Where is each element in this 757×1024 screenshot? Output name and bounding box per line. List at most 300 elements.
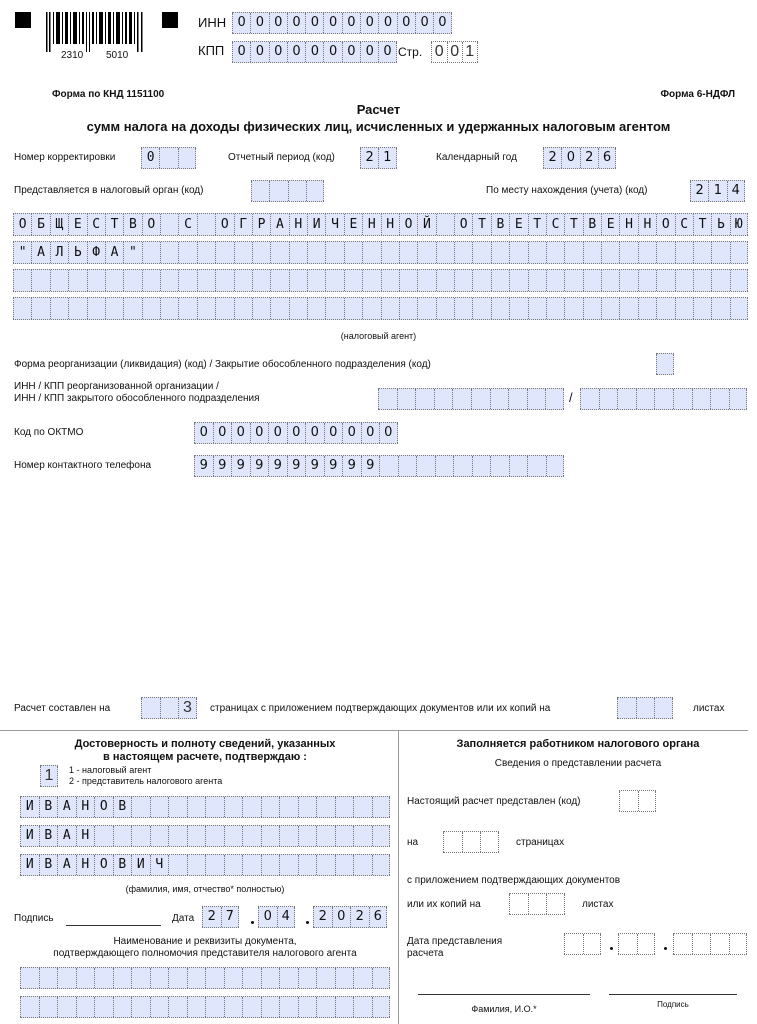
char-cell — [234, 298, 252, 319]
char-cell — [307, 298, 325, 319]
char-cell — [362, 242, 380, 263]
section-divider — [0, 730, 748, 731]
char-cell — [131, 968, 150, 988]
char-cell — [675, 298, 693, 319]
char-cell — [187, 826, 206, 846]
char-cell — [583, 298, 601, 319]
char-cell — [123, 298, 141, 319]
char-cell: 9 — [250, 456, 269, 476]
char-cell: Н — [362, 214, 380, 235]
date-day-field[interactable] — [202, 906, 239, 928]
pages-label-after: листах — [693, 703, 725, 714]
char-cell: 0 — [397, 13, 415, 33]
period-label: Отчетный период (код) — [228, 152, 335, 163]
doc-row-2[interactable] — [20, 996, 390, 1018]
char-cell — [729, 934, 748, 954]
char-cell — [344, 242, 362, 263]
char-cell: 0 — [250, 42, 268, 62]
char-cell — [362, 270, 380, 291]
submission-date-label-1: Дата представления — [407, 936, 503, 947]
char-cell — [234, 242, 252, 263]
char-cell: В — [123, 214, 141, 235]
char-cell — [399, 242, 417, 263]
char-cell — [142, 270, 160, 291]
char-cell: 0 — [360, 13, 378, 33]
phone-field[interactable] — [194, 455, 564, 477]
char-cell — [335, 826, 354, 846]
knd-code: Форма по КНД 1151100 — [52, 89, 165, 100]
char-cell: 1 — [462, 42, 478, 62]
pages-count-field[interactable] — [141, 697, 197, 719]
sign-caption: Подпись — [657, 1000, 689, 1009]
char-cell — [617, 389, 636, 409]
char-cell — [491, 270, 509, 291]
char-cell — [57, 997, 76, 1017]
char-cell — [279, 826, 298, 846]
char-cell — [13, 270, 31, 291]
doc-title-1: Наименование и реквизиты документа, — [113, 936, 297, 947]
char-cell — [76, 968, 95, 988]
char-cell — [288, 181, 306, 201]
char-cell — [436, 242, 454, 263]
char-cell: 9 — [342, 456, 361, 476]
char-cell — [472, 270, 490, 291]
char-cell — [87, 270, 105, 291]
char-cell — [434, 389, 453, 409]
char-cell: 2 — [313, 907, 332, 927]
agent-caption: (налоговый агент) — [340, 331, 417, 341]
char-cell — [730, 242, 748, 263]
char-cell — [617, 698, 636, 718]
char-cell: А — [57, 797, 76, 817]
char-cell — [187, 997, 206, 1017]
char-cell — [279, 997, 298, 1017]
char-cell — [397, 389, 416, 409]
char-cell — [113, 997, 132, 1017]
char-cell: 0 — [269, 42, 287, 62]
date-year-field[interactable] — [313, 906, 387, 928]
signature-label: Подпись — [14, 913, 54, 924]
char-cell: С — [546, 214, 564, 235]
char-cell — [729, 389, 748, 409]
char-cell — [187, 968, 206, 988]
char-cell: 0 — [141, 148, 159, 168]
page-label: Стр. — [398, 45, 423, 59]
char-cell — [675, 242, 693, 263]
char-cell — [381, 242, 399, 263]
char-cell — [224, 968, 243, 988]
char-cell — [307, 270, 325, 291]
char-cell: Б — [31, 214, 49, 235]
pages-label-middle: страницах с приложением подтверждающих документов или их копий на — [210, 703, 551, 714]
char-cell — [178, 242, 196, 263]
tax-office-title: Заполняется работником налогового органа — [456, 738, 700, 750]
char-cell — [546, 894, 565, 914]
char-cell: 4 — [727, 181, 745, 201]
char-cell — [335, 968, 354, 988]
signature-line[interactable] — [66, 925, 161, 926]
char-cell: Н — [76, 826, 95, 846]
fio-caption: Фамилия, И.О.* — [471, 1004, 537, 1014]
char-cell — [638, 298, 656, 319]
char-cell: 1 — [378, 148, 396, 168]
char-cell: Е — [509, 214, 527, 235]
char-cell — [13, 298, 31, 319]
char-cell — [583, 934, 602, 954]
inn-field[interactable] — [232, 12, 452, 34]
char-cell: 0 — [269, 13, 287, 33]
char-cell — [68, 270, 86, 291]
char-cell — [399, 298, 417, 319]
char-cell — [353, 968, 372, 988]
confirm-title-1: Достоверность и полноту сведений, указанных — [74, 738, 336, 750]
char-cell: Ь — [711, 214, 729, 235]
char-cell: 2 — [580, 148, 598, 168]
char-cell — [141, 698, 160, 718]
char-cell — [160, 698, 179, 718]
char-cell — [335, 797, 354, 817]
char-cell — [252, 242, 270, 263]
char-cell: В — [113, 797, 132, 817]
char-cell — [252, 270, 270, 291]
tax-sheets-field[interactable] — [509, 893, 565, 915]
char-cell: 0 — [378, 13, 396, 33]
reorg-kpp-field[interactable] — [580, 388, 747, 410]
period-field[interactable] — [360, 147, 397, 169]
char-cell — [242, 855, 261, 875]
char-cell — [509, 894, 528, 914]
page-number-field[interactable] — [431, 41, 478, 63]
char-cell — [316, 997, 335, 1017]
submitted-code-field[interactable] — [619, 790, 656, 812]
char-cell — [178, 148, 196, 168]
char-cell — [580, 389, 599, 409]
char-cell — [316, 855, 335, 875]
reorg-slash: / — [569, 390, 573, 405]
char-cell — [197, 270, 215, 291]
char-cell — [252, 298, 270, 319]
char-cell — [353, 855, 372, 875]
char-cell: 0 — [323, 42, 341, 62]
char-cell — [692, 389, 711, 409]
char-cell: 0 — [232, 42, 250, 62]
correction-field[interactable] — [141, 147, 196, 169]
char-cell — [178, 270, 196, 291]
char-cell — [372, 797, 391, 817]
char-cell: Р — [252, 214, 270, 235]
char-cell — [168, 968, 187, 988]
char-cell — [528, 270, 546, 291]
barcode-number-right: 5010 — [106, 50, 129, 61]
char-cell — [509, 456, 528, 476]
char-cell — [142, 242, 160, 263]
char-cell — [711, 270, 729, 291]
char-cell — [224, 826, 243, 846]
char-cell — [417, 242, 435, 263]
confirm-option-2: 2 - представитель налогового агента — [69, 776, 223, 786]
char-cell: Е — [344, 214, 362, 235]
submission-date-label-2: расчета — [407, 948, 444, 959]
char-cell — [601, 242, 619, 263]
char-cell: Н — [289, 214, 307, 235]
corner-marker-left — [15, 12, 31, 28]
agent-name-row-1[interactable] — [13, 213, 748, 236]
char-cell — [436, 214, 454, 235]
char-cell — [415, 389, 434, 409]
char-cell — [142, 298, 160, 319]
char-cell: Н — [76, 797, 95, 817]
tax-pages-field[interactable] — [443, 831, 499, 853]
char-cell — [636, 389, 655, 409]
attach-label-1: с приложением подтверждающих документов — [407, 875, 621, 886]
char-cell — [269, 181, 287, 201]
char-cell — [490, 389, 509, 409]
char-cell — [583, 242, 601, 263]
char-cell: И — [20, 855, 39, 875]
char-cell — [205, 997, 224, 1017]
char-cell — [242, 826, 261, 846]
char-cell — [528, 894, 547, 914]
char-cell: Ч — [150, 855, 169, 875]
char-cell — [435, 456, 454, 476]
char-cell — [527, 456, 546, 476]
char-cell — [528, 298, 546, 319]
char-cell — [509, 270, 527, 291]
doc-row-1[interactable] — [20, 967, 390, 989]
date-label: Дата — [172, 913, 195, 924]
submission-date-separator-1 — [610, 947, 613, 950]
char-cell — [619, 791, 638, 811]
char-cell — [31, 298, 49, 319]
char-cell — [160, 214, 178, 235]
char-cell — [480, 832, 499, 852]
char-cell: В — [39, 855, 58, 875]
submission-year-field[interactable] — [673, 933, 747, 955]
char-cell — [168, 797, 187, 817]
reorg-field[interactable] — [656, 353, 674, 375]
char-cell — [270, 242, 288, 263]
tax-office-field[interactable] — [251, 180, 324, 202]
year-field[interactable] — [543, 147, 616, 169]
char-cell: В — [113, 855, 132, 875]
char-cell — [316, 826, 335, 846]
date-separator-1 — [251, 921, 254, 924]
phone-label: Номер контактного телефона — [14, 460, 152, 471]
fio-line[interactable] — [418, 994, 590, 995]
char-cell — [205, 855, 224, 875]
char-cell — [491, 298, 509, 319]
agent-name-row-4[interactable] — [13, 297, 748, 320]
char-cell — [113, 968, 132, 988]
char-cell — [150, 968, 169, 988]
char-cell — [564, 242, 582, 263]
char-cell — [509, 298, 527, 319]
char-cell: 0 — [332, 907, 351, 927]
kpp-field[interactable] — [232, 41, 397, 63]
char-cell: 1 — [40, 766, 58, 786]
char-cell: 0 — [194, 423, 213, 443]
char-cell — [215, 242, 233, 263]
char-cell — [205, 797, 224, 817]
confirm-title-2: в настоящем расчете, подтверждаю : — [103, 751, 307, 763]
year-label: Календарный год — [436, 152, 517, 163]
oktmo-label: Код по ОКТМО — [14, 427, 84, 438]
char-cell: О — [13, 214, 31, 235]
char-cell: 0 — [561, 148, 579, 168]
char-cell: 0 — [342, 423, 361, 443]
char-cell — [545, 389, 564, 409]
char-cell — [168, 855, 187, 875]
char-cell — [224, 797, 243, 817]
char-cell — [353, 826, 372, 846]
char-cell — [656, 298, 674, 319]
char-cell — [261, 997, 280, 1017]
char-cell — [160, 242, 178, 263]
char-cell: 9 — [194, 456, 213, 476]
char-cell — [279, 855, 298, 875]
char-cell — [168, 997, 187, 1017]
char-cell — [242, 997, 261, 1017]
char-cell — [344, 298, 362, 319]
char-cell: Н — [381, 214, 399, 235]
char-cell — [546, 270, 564, 291]
char-cell: Ф — [87, 242, 105, 263]
char-cell — [443, 832, 462, 852]
char-cell — [372, 855, 391, 875]
char-cell: А — [57, 855, 76, 875]
sheets-count-field[interactable] — [617, 697, 673, 719]
char-cell — [131, 826, 150, 846]
char-cell — [599, 389, 618, 409]
char-cell: В — [583, 214, 601, 235]
char-cell: 2 — [690, 181, 708, 201]
char-cell — [279, 968, 298, 988]
char-cell — [546, 456, 565, 476]
char-cell: 9 — [324, 456, 343, 476]
char-cell: 9 — [268, 456, 287, 476]
char-cell: 3 — [178, 698, 197, 718]
char-cell — [399, 270, 417, 291]
char-cell — [509, 242, 527, 263]
char-cell — [325, 298, 343, 319]
char-cell — [150, 997, 169, 1017]
char-cell — [205, 968, 224, 988]
char-cell: Е — [601, 214, 619, 235]
char-cell — [261, 968, 280, 988]
char-cell: 0 — [305, 42, 323, 62]
submission-day-field[interactable] — [564, 933, 601, 955]
char-cell — [353, 797, 372, 817]
char-cell — [711, 298, 729, 319]
char-cell: Е — [68, 214, 86, 235]
char-cell — [316, 968, 335, 988]
char-cell: 9 — [213, 456, 232, 476]
char-cell — [251, 181, 269, 201]
char-cell: 0 — [415, 13, 433, 33]
on-label: на — [407, 837, 419, 848]
attach-label-2: или их копий на — [407, 899, 481, 910]
char-cell: 9 — [305, 456, 324, 476]
char-cell: 0 — [258, 907, 277, 927]
char-cell: С — [178, 214, 196, 235]
char-cell — [159, 148, 177, 168]
char-cell — [123, 270, 141, 291]
agent-name-row-3[interactable] — [13, 269, 748, 292]
reorg-inn-field[interactable] — [378, 388, 564, 410]
barcode-number-left: 2310 — [61, 50, 84, 61]
char-cell — [491, 242, 509, 263]
char-cell: 0 — [287, 423, 306, 443]
char-cell: О — [454, 214, 472, 235]
char-cell — [94, 997, 113, 1017]
char-cell — [381, 270, 399, 291]
tax-pages-label: страницах — [516, 837, 565, 848]
char-cell — [298, 997, 317, 1017]
agent-name-row-2[interactable] — [13, 241, 748, 264]
char-cell — [279, 797, 298, 817]
char-cell — [215, 270, 233, 291]
char-cell — [353, 997, 372, 1017]
tax-office-label: Представляется в налоговый орган (код) — [14, 185, 204, 196]
char-cell: 1 — [708, 181, 726, 201]
char-cell — [675, 270, 693, 291]
char-cell: И — [307, 214, 325, 235]
date-month-field[interactable] — [258, 906, 295, 928]
char-cell — [113, 826, 132, 846]
char-cell — [692, 934, 711, 954]
char-cell — [224, 997, 243, 1017]
oktmo-field[interactable] — [194, 422, 398, 444]
char-cell — [693, 298, 711, 319]
corner-marker-right — [162, 12, 178, 28]
char-cell — [298, 968, 317, 988]
char-cell — [197, 298, 215, 319]
location-field[interactable] — [690, 180, 745, 202]
char-cell — [242, 797, 261, 817]
correction-label: Номер корректировки — [14, 152, 116, 163]
char-cell: Ь — [68, 242, 86, 263]
char-cell — [289, 242, 307, 263]
char-cell: 0 — [447, 42, 463, 62]
char-cell — [325, 270, 343, 291]
char-cell: 0 — [324, 423, 343, 443]
char-cell — [261, 855, 280, 875]
char-cell — [39, 968, 58, 988]
char-cell — [453, 456, 472, 476]
char-cell — [372, 968, 391, 988]
confirm-type-field[interactable] — [40, 765, 58, 787]
patronymic-field[interactable] — [20, 854, 390, 876]
char-cell: 0 — [378, 42, 396, 62]
char-cell: 9 — [231, 456, 250, 476]
char-cell — [68, 298, 86, 319]
char-cell — [187, 797, 206, 817]
kpp-label: КПП — [198, 43, 225, 58]
submission-date-separator-2 — [664, 947, 667, 950]
char-cell — [711, 242, 729, 263]
sign-line[interactable] — [609, 994, 737, 995]
firstname-field[interactable] — [20, 825, 390, 847]
submission-month-field[interactable] — [618, 933, 655, 955]
char-cell: О — [215, 214, 233, 235]
char-cell — [564, 298, 582, 319]
char-cell — [619, 242, 637, 263]
surname-field[interactable] — [20, 796, 390, 818]
char-cell — [710, 389, 729, 409]
char-cell — [344, 270, 362, 291]
char-cell — [472, 242, 490, 263]
char-cell — [20, 997, 39, 1017]
